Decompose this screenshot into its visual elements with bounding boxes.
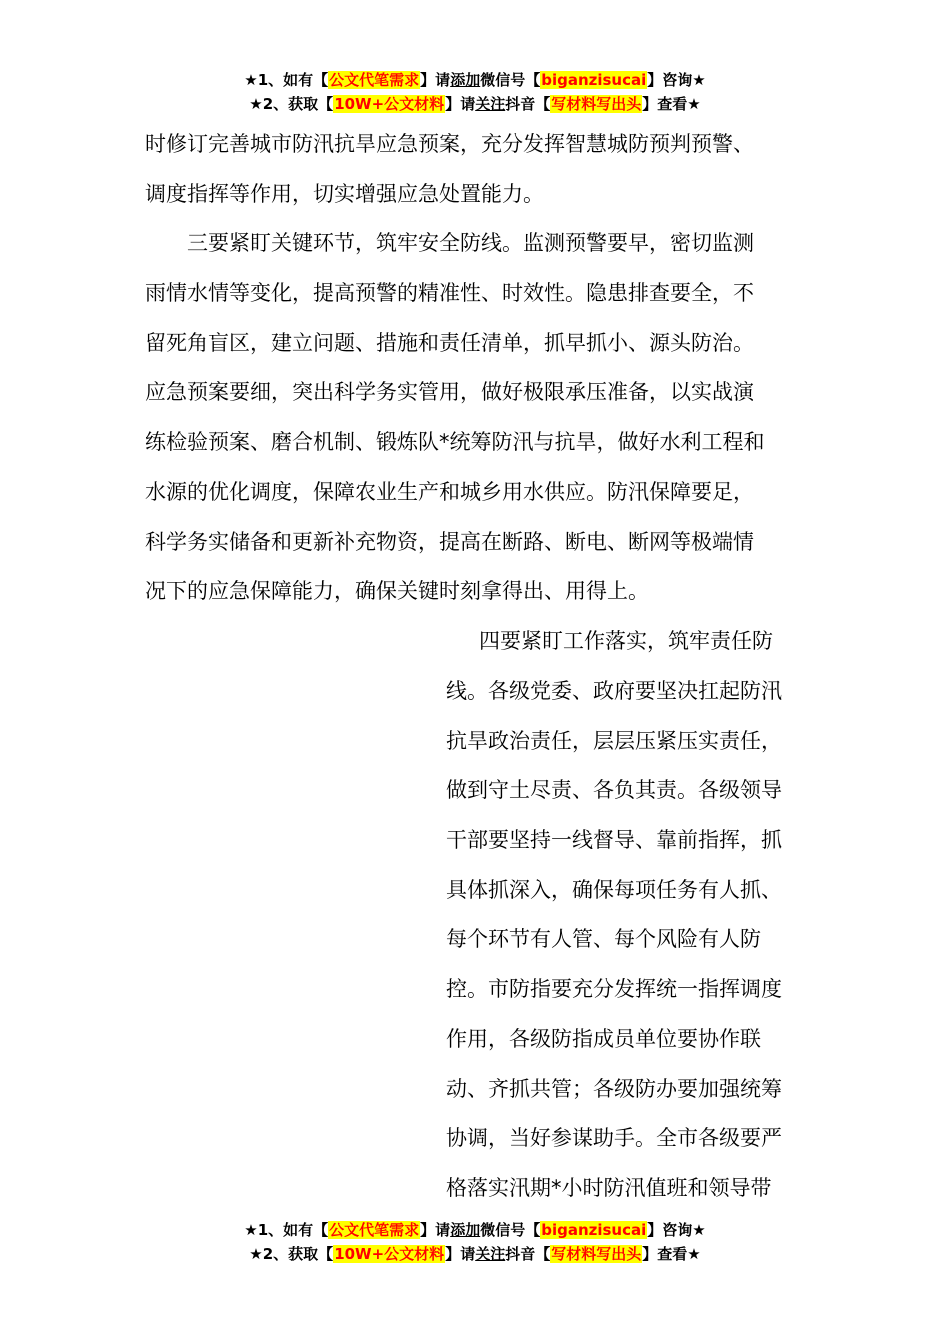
column-line: 做到守土尽责、各负其责。各级领导 xyxy=(446,778,782,803)
banner-line-1 xyxy=(0,68,950,92)
body-line: 时修订完善城市防汛抗旱应急预案，充分发挥智慧城防预判预警、 xyxy=(145,132,754,156)
header-banner xyxy=(0,68,950,116)
banner-text: 微信号【 xyxy=(480,71,541,89)
body-line: 调度指挥等作用，切实增强应急处置能力。 xyxy=(145,181,544,206)
body-line: 留死角盲区，建立问题、措施和责任清单，抓早抓小、源头防治。 xyxy=(145,330,754,355)
banner-text: 】咨询★ xyxy=(647,71,706,89)
banner-highlight-account: 写材料写出头 xyxy=(551,1245,642,1263)
column-paragraph xyxy=(446,667,808,1214)
banner-line-1 xyxy=(0,1218,950,1242)
body-line: 水源的优化调度，保障农业生产和城乡用水供应。防汛保障要足， xyxy=(145,479,754,504)
banner-underline-add: 添加 xyxy=(450,1221,481,1239)
banner-text: 】请 xyxy=(420,1221,451,1239)
banner-text: ★2、获取【 xyxy=(249,95,334,113)
column-line: 格落实汛期*小时防汛值班和领导带 xyxy=(446,1175,772,1200)
banner-text: 】查看★ xyxy=(642,1245,701,1263)
banner-text: ★1、如有【 xyxy=(244,71,329,89)
column-line: 具体抓深入，确保每项任务有人抓、 xyxy=(446,877,782,902)
footer-banner xyxy=(0,1218,950,1266)
column-line: 控。市防指要充分发挥统一指挥调度 xyxy=(446,977,782,1002)
banner-text: 抖音【 xyxy=(505,95,551,113)
column-line: 抗旱政治责任，层层压紧压实责任， xyxy=(446,728,782,753)
column-line: 作用，各级防指成员单位要协作联 xyxy=(446,1026,761,1051)
body-line: 况下的应急保障能力，确保关键时刻拿得出、用得上。 xyxy=(145,579,649,604)
column-line: 动、齐抓共管；各级防办要加强统筹 xyxy=(446,1076,782,1101)
banner-text: 】请 xyxy=(420,71,451,89)
column-line: 干部要坚持一线督导、靠前指挥，抓 xyxy=(446,828,782,853)
column-paragraph-first-line: 四要紧盯工作落实，筑牢责任防 xyxy=(479,629,773,653)
column-line: 协调，当好参谋助手。全市各级要严 xyxy=(446,1126,782,1151)
banner-highlight-service: 公文代笔需求 xyxy=(329,1221,420,1239)
banner-text: 】咨询★ xyxy=(647,1221,706,1239)
body-line: 应急预案要细，突出科学务实管用，做好极限承压准备，以实战演 xyxy=(145,380,754,405)
banner-line-2 xyxy=(0,92,950,116)
body-line: 雨情水情等变化，提高预警的精准性、时效性。隐患排查要全，不 xyxy=(145,281,754,306)
column-line: 每个环节有人管、每个风险有人防 xyxy=(446,927,761,952)
body-line: 练检验预案、磨合机制、锻炼队*统筹防汛与抗旱，做好水利工程和 xyxy=(145,430,765,455)
banner-underline-add: 添加 xyxy=(450,71,481,89)
banner-text: ★1、如有【 xyxy=(244,1221,329,1239)
banner-line-2 xyxy=(0,1242,950,1266)
column-line: 线。各级党委、政府要坚决扛起防汛 xyxy=(446,679,782,703)
banner-highlight-materials: 10W+公文材料 xyxy=(334,95,445,113)
banner-text: 微信号【 xyxy=(480,1221,541,1239)
body-paragraphs xyxy=(145,120,807,617)
banner-highlight-account: 写材料写出头 xyxy=(551,95,642,113)
banner-text: 】请 xyxy=(445,1245,476,1263)
banner-underline-follow: 关注 xyxy=(475,95,506,113)
banner-text: 】查看★ xyxy=(642,95,701,113)
banner-underline-follow: 关注 xyxy=(475,1245,506,1263)
banner-text: 】请 xyxy=(445,95,476,113)
banner-highlight-wechat-id: biganzisucai xyxy=(541,1221,647,1239)
banner-highlight-service: 公文代笔需求 xyxy=(329,71,420,89)
banner-highlight-materials: 10W+公文材料 xyxy=(334,1245,445,1263)
body-line: 科学务实储备和更新补充物资，提高在断路、断电、断网等极端情 xyxy=(145,529,754,554)
body-line: 三要紧盯关键环节，筑牢安全防线。监测预警要早，密切监测 xyxy=(145,231,754,256)
banner-highlight-wechat-id: biganzisucai xyxy=(541,71,647,89)
banner-text: ★2、获取【 xyxy=(249,1245,334,1263)
banner-text: 抖音【 xyxy=(505,1245,551,1263)
